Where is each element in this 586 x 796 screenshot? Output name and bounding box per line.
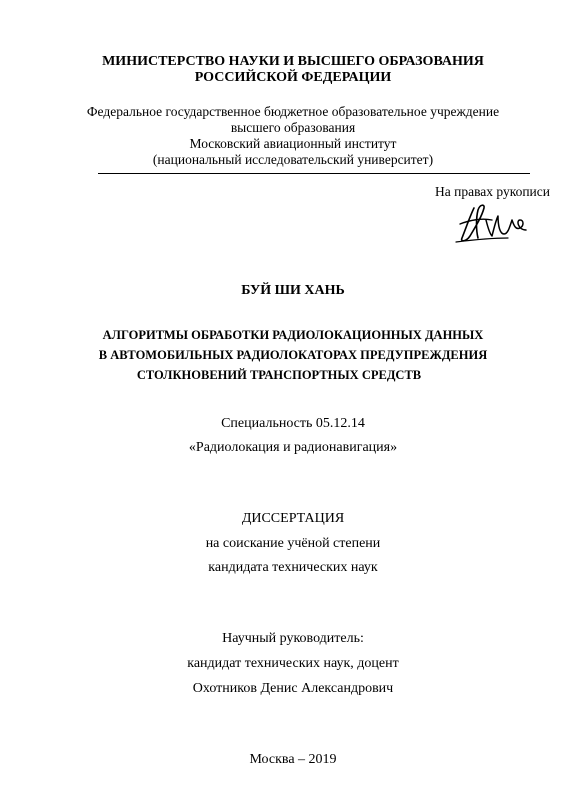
handwritten-signature-icon	[452, 198, 530, 246]
specialty-name: «Радиолокация и радионавигация»	[188, 440, 398, 455]
degree-purpose: на соискание учёной степени	[205, 536, 381, 551]
author-name: БУЙ ШИ ХАНЬ	[241, 283, 345, 298]
title-line-3: СТОЛКНОВЕНИЙ ТРАНСПОРТНЫХ СРЕДСТВ	[136, 368, 422, 382]
header-divider	[98, 173, 530, 174]
ministry-line-2: РОССИЙСКОЙ ФЕДЕРАЦИИ	[194, 70, 392, 85]
dissertation-heading: ДИССЕРТАЦИЯ	[241, 511, 345, 526]
org-line-2: высшего образования	[230, 120, 356, 135]
supervisor-name: Охотников Денис Александрович	[192, 681, 394, 696]
city-year: Москва – 2019	[249, 752, 337, 767]
supervisor-label: Научный руководитель:	[222, 631, 364, 646]
degree-name: кандидата технических наук	[208, 560, 378, 575]
ministry-line-1: МИНИСТЕРСТВО НАУКИ И ВЫСШЕГО ОБРАЗОВАНИЯ	[102, 54, 484, 69]
specialty-code: Специальность 05.12.14	[221, 416, 365, 431]
org-line-4: (национальный исследовательский университет)	[152, 152, 434, 167]
title-line-1: АЛГОРИТМЫ ОБРАБОТКИ РАДИОЛОКАЦИОННЫХ ДАННЫХ	[102, 328, 484, 342]
title-line-2: В АВТОМОБИЛЬНЫХ РАДИОЛОКАТОРАХ ПРЕДУПРЕЖДЕНИЯ	[98, 348, 488, 362]
supervisor-degree: кандидат технических наук, доцент	[187, 656, 399, 671]
org-line-1: Федеральное государственное бюджетное образовательное учреждение	[86, 104, 500, 119]
manuscript-note: На правах рукописи	[434, 184, 550, 199]
org-line-3: Московский авиационный институт	[189, 136, 397, 151]
